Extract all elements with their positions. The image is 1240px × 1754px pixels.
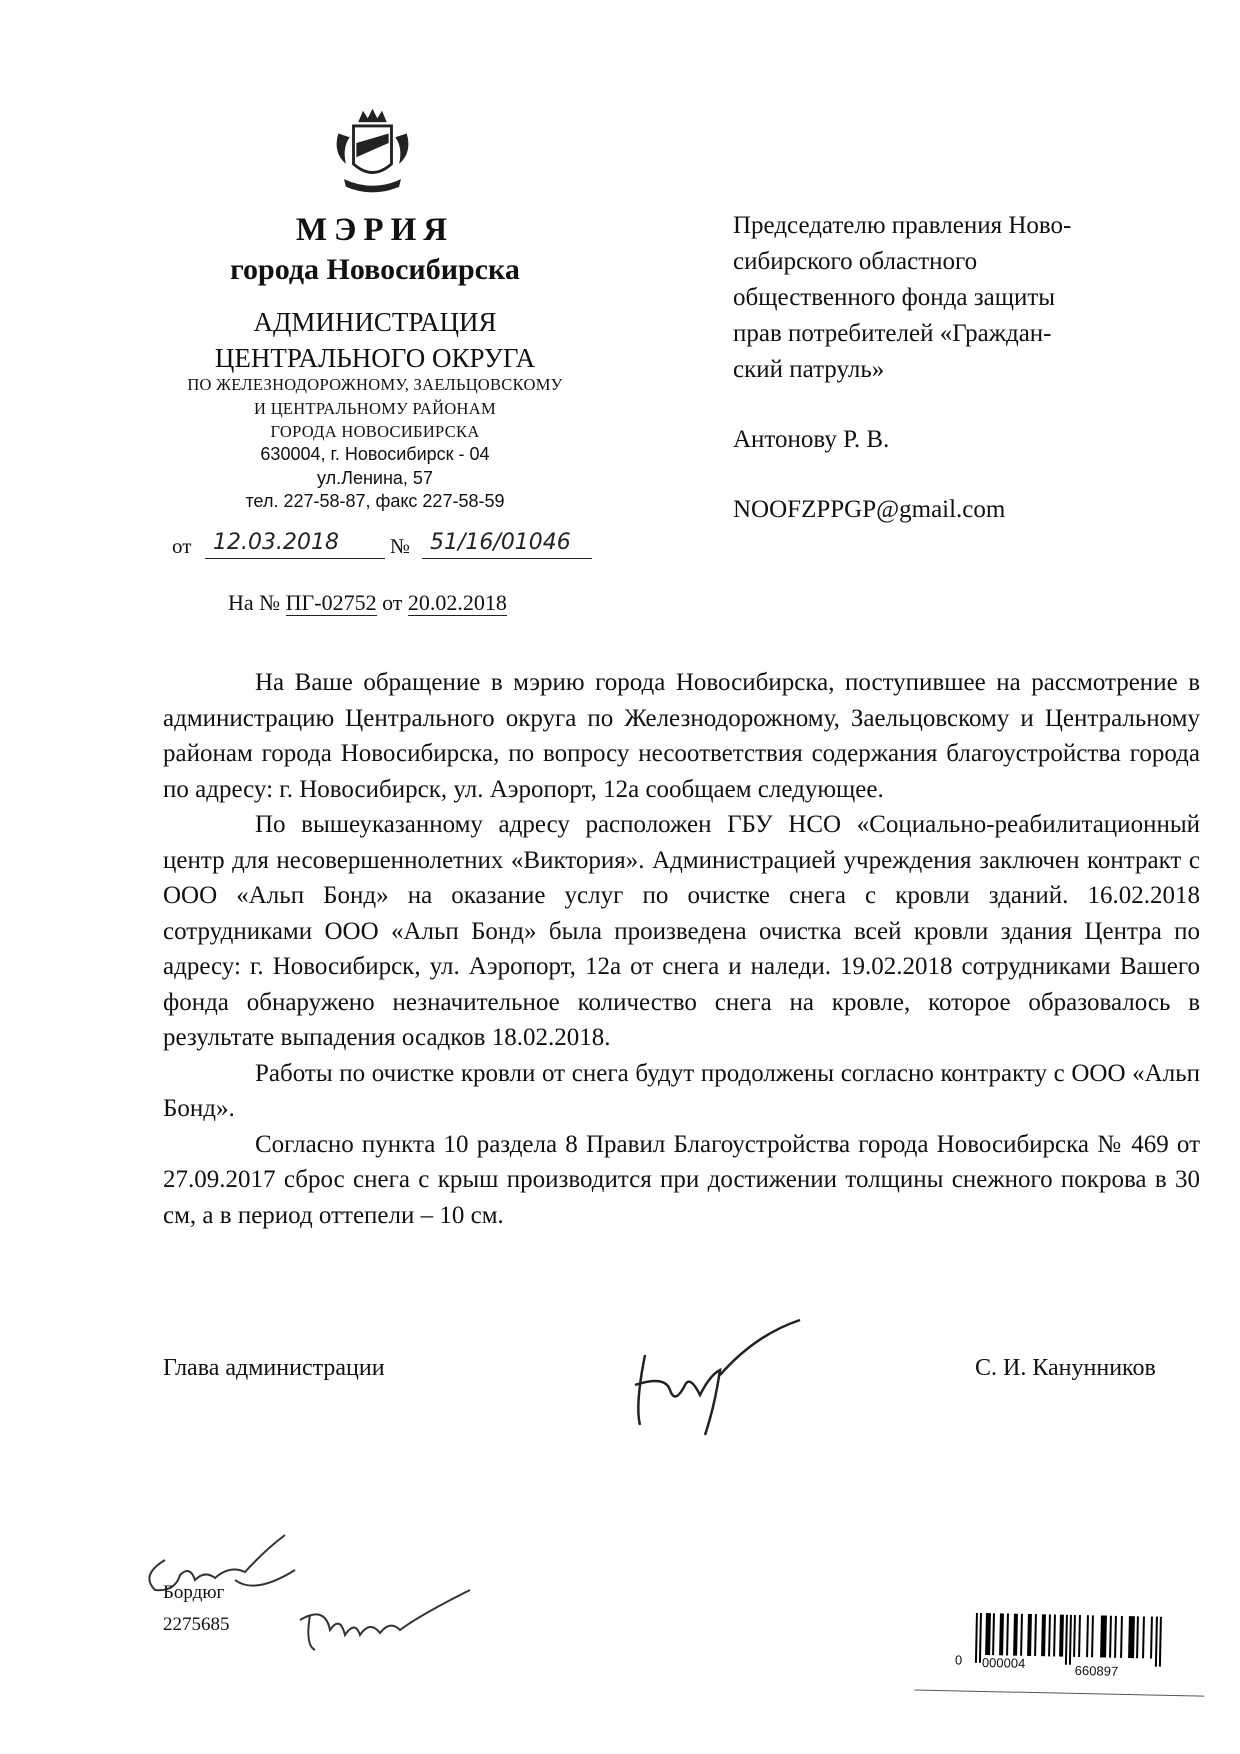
recipient-name: Антонову Р. В. <box>733 426 890 453</box>
from-label: от <box>172 534 192 558</box>
body-paragraph: Работы по очистке кровли от снега будут продолжены согласно контракту с ООО «Альп Бонд». <box>163 1059 1200 1122</box>
outgoing-date: 12.03.2018 <box>205 530 385 559</box>
reply-from: от <box>382 590 403 615</box>
recipient-line: Председателю правления Ново- <box>733 212 1072 239</box>
executor-name: Бордюг <box>163 1582 225 1603</box>
recipient-line: сибирского областного <box>733 248 978 275</box>
number-label: № <box>390 534 411 558</box>
district-line-3: ГОРОДА НОВОСИБИРСКА <box>270 422 480 441</box>
address-line-2: ул.Ленина, 57 <box>317 468 433 488</box>
outgoing-number: 51/16/01046 <box>422 530 592 559</box>
district-line-1: ПО ЖЕЛЕЗНОДОРОЖНОМУ, ЗАЕЛЬЦОВСКОМУ <box>187 375 563 394</box>
admin-line-1: АДМИНИСТРАЦИЯ <box>253 307 497 337</box>
district-line-2: И ЦЕНТРАЛЬНОМУ РАЙОНАМ <box>254 399 496 418</box>
bottom-rule <box>914 1690 1204 1697</box>
letter-body <box>163 665 1200 1233</box>
recipient-line: прав потребителей «Граждан- <box>733 320 1052 347</box>
barcode <box>954 1612 1206 1707</box>
barcode-prefix: 0 <box>954 1652 963 1668</box>
mayor-title: МЭРИЯ <box>295 212 455 248</box>
second-signature <box>290 1575 490 1655</box>
reply-date: 20.02.2018 <box>407 590 507 615</box>
admin-line-2: ЦЕНТРАЛЬНОГО ОКРУГА <box>214 343 536 373</box>
recipient-line: ский патруль» <box>733 356 885 383</box>
signer-name: С. И. Канунников <box>975 1355 1156 1381</box>
recipient-line: общественного фонда защиты <box>733 284 1056 311</box>
address-line-1: 630004, г. Новосибирск - 04 <box>260 444 490 464</box>
recipient-email: NOOFZPPGP@gmail.com <box>733 496 1006 523</box>
coat-of-arms-icon <box>325 105 420 200</box>
reply-prefix: На № <box>228 590 281 615</box>
barcode-left-digits: 000004 <box>981 1654 1026 1671</box>
signer-title: Глава администрации <box>163 1355 385 1381</box>
reply-number: ПГ-02752 <box>285 590 377 615</box>
executor-phone: 2275685 <box>163 1614 230 1635</box>
body-paragraph: На Ваше обращение в мэрию города Новосибирска, поступившее на рассмотрение в администрацию Центрального округа по Железнодорожному, Заельцовскому и Центральному районам города Новосибирска, по вопросу несоответствия содержания благоустройства города по адресу: г. Новосибирск, ул. Аэропорт, 12а сообщаем следующее. <box>163 669 1200 803</box>
recipient-block <box>733 208 1153 528</box>
body-paragraph: Согласно пункта 10 раздела 8 Правил Благоустройства города Новосибирска № 469 от 27.09.2017 сброс снега с крыш производится при достижении толщины снежного покрова в 30 см, а в период оттепели – 10 см. <box>163 1130 1200 1229</box>
body-paragraph: По вышеуказанному адресу расположен ГБУ НСО «Социально-реабилитационный центр для несовершеннолетних «Виктория». Администрацией учреждения заключен контракт с ООО «Альп Бонд» на оказание услуг по очистке снега с кровли зданий. 16.02.2018 сотрудниками ООО «Альп Бонд» была произведена очистка всей кровли здания Центра по адресу: г. Новосибирск, ул. Аэропорт, 12а от снега и наледи. 19.02.2018 сотрудниками Вашего фонда обнаружено незначительное количество снега на кровле, которое образовалось в результате выпадения осадков 18.02.2018. <box>163 811 1200 1051</box>
barcode-right-digits: 660897 <box>1074 1662 1119 1679</box>
handwritten-signature <box>625 1315 815 1445</box>
phone-line: тел. 227-58-87, факс 227-58-59 <box>245 491 505 511</box>
reply-reference <box>228 590 507 616</box>
city-title: города Новосибирска <box>230 253 520 286</box>
